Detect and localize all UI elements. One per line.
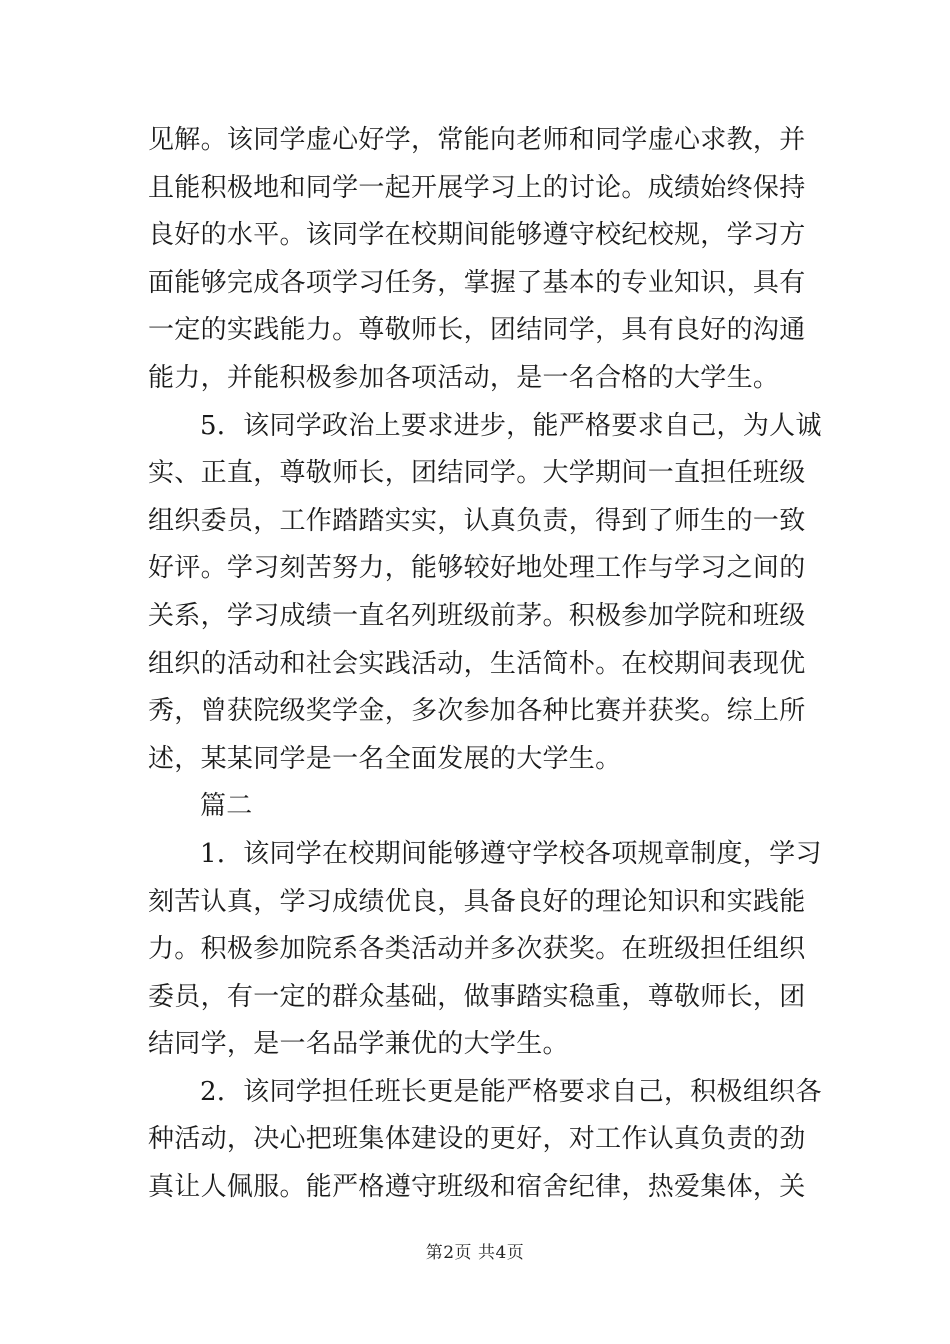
text-line: 且能积极地和同学一起开展学习上的讨论。成绩始终保持 — [148, 172, 806, 203]
paragraph-start-line: 2．该同学担任班长更是能严格要求自己，积极组织各 — [200, 1076, 822, 1107]
text-line: 实、正直，尊敬师长，团结同学。大学期间一直担任班级 — [148, 458, 806, 489]
text-line: 见解。该同学虚心好学，常能向老师和同学虚心求教，并 — [148, 125, 806, 155]
text-line: 一定的实践能力。尊敬师长，团结同学，具有良好的沟通 — [148, 315, 806, 346]
page-number-footer: 第2页 共4页 — [425, 1243, 525, 1263]
text-line: 好评。学习刻苦努力，能够较好地处理工作与学习之间的 — [148, 553, 806, 584]
section-heading: 篇二 — [200, 791, 253, 822]
text-line: 委员，有一定的群众基础，做事踏实稳重，尊敬师长，团 — [148, 981, 806, 1012]
body-text — [148, 117, 822, 1212]
text-line: 良好的水平。该同学在校期间能够遵守校纪校规，学习方 — [148, 220, 806, 251]
text-line: 结同学，是一名品学兼优的大学生。 — [148, 1029, 569, 1060]
text-line: 刻苦认真，学习成绩优良，具备良好的理论知识和实践能 — [148, 886, 806, 917]
text-line: 能力，并能积极参加各项活动，是一名合格的大学生。 — [148, 362, 780, 393]
text-line: 种活动，决心把班集体建设的更好，对工作认真负责的劲 — [148, 1124, 806, 1155]
paragraph-start-line: 5．该同学政治上要求进步，能严格要求自己，为人诚 — [200, 410, 822, 441]
text-line: 秀，曾获院级奖学金，多次参加各种比赛并获奖。综上所 — [148, 696, 806, 727]
text-line: 述，某某同学是一名全面发展的大学生。 — [148, 743, 622, 774]
paragraph-start-line: 1．该同学在校期间能够遵守学校各项规章制度，学习 — [200, 838, 822, 869]
text-line: 真让人佩服。能严格遵守班级和宿舍纪律，热爱集体，关 — [148, 1172, 806, 1203]
text-line: 组织的活动和社会实践活动，生活简朴。在校期间表现优 — [148, 648, 806, 679]
text-line: 力。积极参加院系各类活动并多次获奖。在班级担任组织 — [148, 934, 806, 965]
text-line: 组织委员，工作踏踏实实，认真负责，得到了师生的一致 — [148, 505, 806, 536]
text-line: 面能够完成各项学习任务，掌握了基本的专业知识，具有 — [148, 267, 806, 298]
text-line: 关系，学习成绩一直名列班级前茅。积极参加学院和班级 — [148, 600, 806, 631]
